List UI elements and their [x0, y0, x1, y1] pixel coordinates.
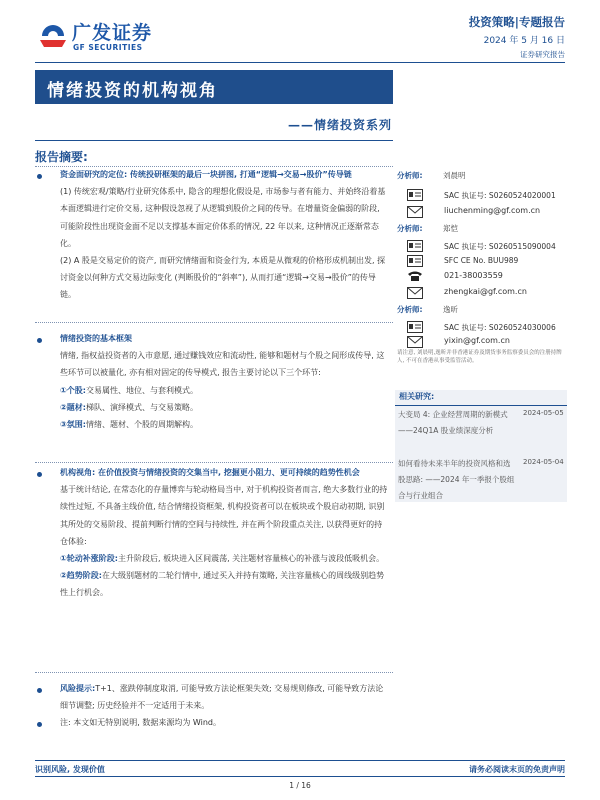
- title-band: [35, 70, 393, 104]
- bullet-icon: [37, 338, 42, 343]
- section-3-item-2: ②趋势阶段:在大级别题材的二轮行情中, 通过买入并持有策略, 关注容量核心的周线级别趋势性上行机会。: [60, 571, 385, 598]
- related-heading: 相关研究:: [399, 392, 435, 401]
- mail-icon: [407, 287, 423, 299]
- mail-icon: [407, 206, 423, 218]
- bullet-icon: [37, 472, 42, 477]
- id-card-icon: [407, 255, 423, 267]
- analyst-email[interactable]: zhengkai@gf.com.cn: [444, 287, 527, 296]
- related-item-date: 2024-05-05: [523, 409, 564, 417]
- analyst-label: 分析师:: [397, 171, 423, 180]
- section-divider: [35, 672, 393, 673]
- section-2: [60, 330, 388, 433]
- section-3-item-1: ①轮动补涨阶段:主升阶段后, 板块进入区间震荡, 关注题材容量核心的补涨与波段低吸机会。: [60, 554, 385, 564]
- id-card-icon: [407, 189, 423, 201]
- related-item-title[interactable]: 大变局 4: 企业经营周期的新模式——24Q1A 股业绩深度分析: [398, 410, 508, 435]
- analyst-email[interactable]: yixin@gf.com.cn: [444, 336, 510, 345]
- risk-section: [60, 680, 388, 714]
- analyst-name: 郑恺: [443, 224, 458, 233]
- section-1: [60, 166, 388, 304]
- analyst-name: 逸昕: [443, 305, 458, 314]
- analyst-email[interactable]: liuchenming@gf.com.cn: [444, 206, 541, 215]
- risk-text: T+1、涨跌停制度取消, 可能导致方法论框架失效; 交易规则修改, 可能导致方法论细节调整; 历史经验并不一定适用于未来。: [60, 684, 384, 711]
- report-department: 证券研究报告: [520, 50, 565, 59]
- gf-logo-icon: [38, 20, 68, 50]
- analyst-phone: 021-38003559: [444, 271, 503, 280]
- data-note: 注: 本文如无特别说明, 数据来源均为 Wind。: [60, 718, 221, 727]
- report-subtitle: ——情绪投资系列: [287, 118, 392, 132]
- footer-divider: [35, 776, 565, 777]
- section-1-heading: 资金面研究的定位: 传统投研框架的最后一块拼图, 打通“逻辑→交易→股价”传导链: [60, 170, 352, 179]
- section-1-para-2: (2) A 股是交易定价的资产, 而研究情绪面和资金行为, 本质是从微观的价格形成机制出发, 探讨资金以何种方式交易边际变化 (判断股价的“斜率”), 从而打通“逻辑→交易→股价”的传导链。: [60, 256, 386, 300]
- section-3-para-1: 基于统计结论, 在常态化的存量博弈与轮动格局当中, 对于机构投资者而言, 绝大多数行业的持续性过短, 不具备主线价值, 结合情绪投资框架, 机构投资者可以在板块或个股启动初期, 识别其所处的交易阶段、提前判断行情的空间与持续性, 并在两个阶段重点关注, 以获得更好的持仓体验:: [60, 485, 388, 546]
- id-card-icon: [407, 240, 423, 252]
- analyst-contact: SAC 执证号: S0260515090004: [444, 242, 556, 251]
- section-2-para-1: 情绪, 指权益投资者的入市意愿, 通过赚钱效应和流动性, 能够和题材与个股之间形成传导, 这些环节可以被量化, 亦有相对固定的传导模式, 报告主要讨论以下三个环节:: [60, 351, 385, 378]
- report-type: 投资策略|专题报告: [468, 15, 565, 29]
- header-divider: [35, 62, 565, 63]
- page-number: 1 / 16: [289, 781, 311, 790]
- related-divider: [395, 405, 567, 406]
- section-divider: [35, 462, 393, 463]
- risk-heading: 风险提示:: [60, 684, 96, 693]
- analyst-contact: SAC 执证号: S0260524020001: [444, 191, 556, 200]
- related-item-date: 2024-05-04: [523, 458, 564, 466]
- analyst-name: 刘晨明: [443, 171, 466, 180]
- logo-name-cn: 广发证券: [72, 22, 153, 44]
- subtitle-divider: [35, 140, 393, 141]
- logo-name-en: GF SECURITIES: [73, 43, 143, 52]
- section-2-heading: 情绪投资的基本框架: [60, 334, 132, 343]
- section-3: [60, 464, 388, 602]
- section-3-heading: 机构视角: 在价值投资与情绪投资的交集当中, 挖掘更小阻力、更可持续的趋势性机会: [60, 468, 360, 477]
- report-title: 情绪投资的机构视角: [47, 81, 218, 101]
- section-2-item-1: ①个股:交易属性、地位、与套利模式。: [60, 385, 198, 395]
- bullet-icon: [37, 688, 42, 693]
- section-2-item-2: ②题材:梯队、演绎模式、与交易策略。: [60, 402, 198, 412]
- bullet-icon: [37, 174, 42, 179]
- related-item-title[interactable]: 如何看待未来半年的投资风格和选股思路: ——2024 年一季报个股组合与行业组合: [398, 459, 515, 500]
- analyst-disclaimer: 请注意, 刘晨明,逸昕并非香港证券及期货事务监察委员会的注册持牌人, 不可在香港从事受监管活动。: [397, 350, 562, 364]
- section-2-item-3: ③氛围:情绪、题材、个股的周期解构。: [60, 420, 198, 430]
- footer-disclaimer-note: 请务必阅读末页的免责声明: [469, 765, 565, 774]
- summary-heading: 报告摘要:: [35, 150, 88, 164]
- section-divider: [35, 322, 393, 323]
- footer-divider: [35, 760, 565, 761]
- company-logo: [38, 18, 160, 54]
- bullet-icon: [37, 722, 42, 727]
- phone-icon: [407, 270, 423, 282]
- analyst-contact: SFC CE No. BUU989: [444, 256, 519, 265]
- section-1-para-1: (1) 传统宏观/策略/行业研究体系中, 隐含的理想化假设是, 市场参与者有能力、并始终沿着基本面逻辑进行定价交易, 这种假设忽视了从逻辑到股价之间的传导。在增量资金偏弱的阶段, 可能阶段性出现资金面不足以支撑基本面定价体系的情况, 22 年以来, 这种情况正逐渐常态化。: [60, 187, 386, 248]
- analyst-contact: SAC 执证号: S0260524030006: [444, 323, 556, 332]
- footer-slogan: 识别风险, 发现价值: [35, 765, 105, 774]
- analyst-label: 分析师:: [397, 224, 423, 233]
- id-card-icon: [407, 321, 423, 333]
- analyst-label: 分析师:: [397, 305, 423, 314]
- mail-icon: [407, 336, 423, 348]
- report-date: 2024 年 5 月 16 日: [483, 36, 565, 46]
